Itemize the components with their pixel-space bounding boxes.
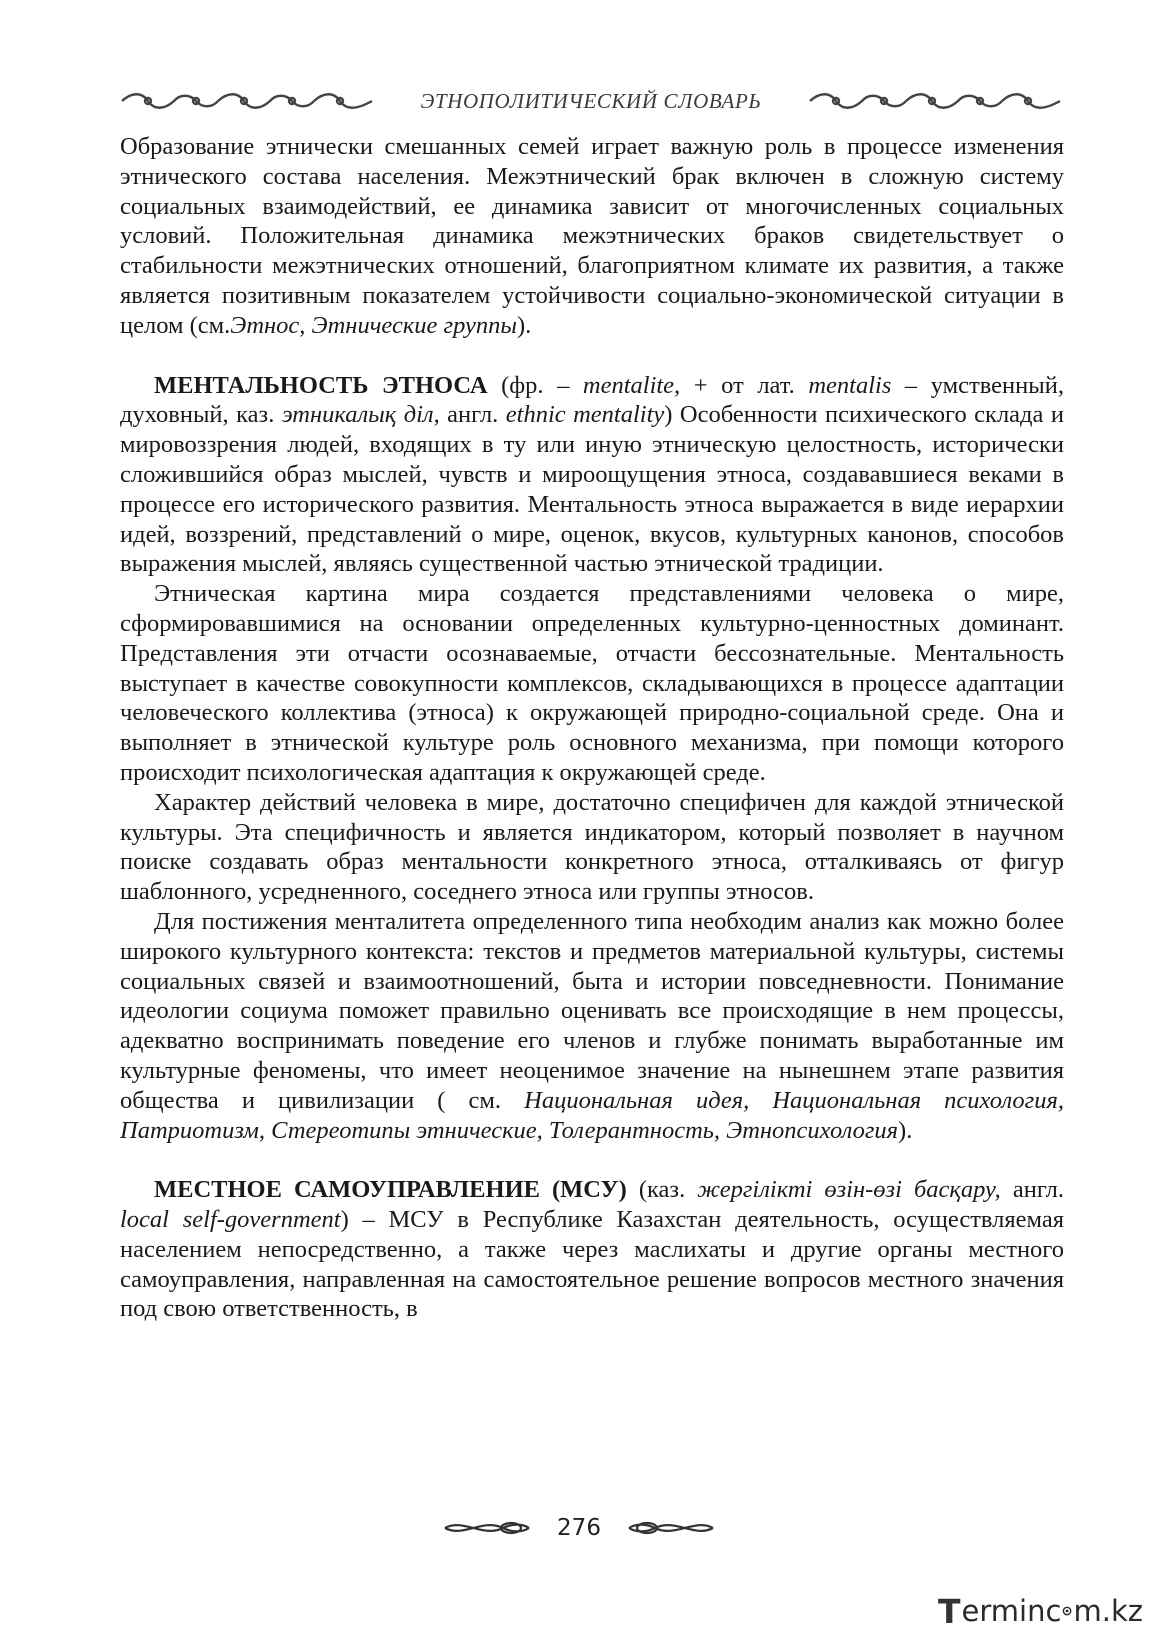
paragraph-world-picture: Этническая картина мира создается представлениями человека о мире, сформировавшимися на основании определенных культурно-ценностных доминант. Представления эти отчасти осознаваемые, отчасти бессознательные. Ментальность выступает в качестве совокупности комплексов, складывающихся в процессе адаптации человеческого коллектива (этноса) к окружающей природно-социальной среде. Она и выполняет в этнической культуре роль основного механизма, при помощи которого происходит психологическая адаптация к окружающей среде. <box>120 580 1064 786</box>
ornament-left-icon <box>118 90 376 112</box>
page-footer <box>0 1508 1158 1548</box>
flourish-left-icon <box>443 1516 531 1540</box>
page-body <box>120 132 1064 1324</box>
paragraph-character: Характер действий человека в мире, достаточно специфичен для каждой этнической культуры. Эта специфичность и является индикатором, который позволяет в научном поиске создавать образ ментальности конкретного этноса, отталкиваясь от фигур шаблонного, усредненного, соседнего этноса или группы этносов. <box>120 788 1064 906</box>
entry-term: МЕСТНОЕ САМОУПРАВЛЕНИЕ (МСУ) <box>154 1176 627 1204</box>
paragraph-intermarriage: Образование этнически смешанных семей играет важную роль в процессе изменения этнического состава населения. Межэтнический брак включен в сложную систему социальных взаимодействий, ее динамика зависит от многочисленных социальных условий. Положительная динамика межэтнических браков свидетельствует о стабильности межэтнических отношений, благоприятном климате их развития, а также является позитивным показателем устойчивости социально-экономической ситуации в целом (см.Этнос, Этнические группы). <box>120 133 1064 339</box>
running-header <box>118 86 1064 116</box>
ornament-right-icon <box>806 90 1064 112</box>
watermark-logo <box>938 1592 1143 1630</box>
entry-mentality-definition: МЕНТАЛЬНОСТЬ ЭТНОСА (фр. – mentalite, + от лат. mentalis – умственный, духовный, каз. этникалық діл, англ. ethnic mentality) Особенности психического склада и мировоззрения людей, входящих в ту или иную этническую целостность, исторически сложившийся образ мыслей, чувств и мироощущения этноса, создававшиеся веками в процессе его исторического развития. Ментальность этноса выражается в виде иерархии идей, воззрений, представлений о мире, оценок, вкусов, культурных канонов, способов выражения мыслей, являясь существенной частью этнической традиции. <box>120 371 1064 578</box>
ring-icon <box>1062 1600 1072 1622</box>
watermark-t: T <box>938 1591 961 1631</box>
entry-term: МЕНТАЛЬНОСТЬ ЭТНОСА <box>154 371 488 399</box>
paragraph-analysis: Для постижения менталитета определенного типа необходим анализ как можно более широкого культурного контекста: текстов и предметов материальной культуры, системы социальных связей и взаимоотношений, быта и истории повседневности. Понимание идеологии социума поможет правильно оценивать все происходящие в нем процессы, адекватно воспринимать поведение его членов и глубже понимать выработанные им культурные феномены, что имеет неоценимое значение на нынешнем этапе развития общества и цивилизации ( см. Национальная идея, Национальная психология, Патриотизм, Стереотипы этнические, Толерантность, Этнопсихология). <box>120 907 1065 1144</box>
entry-local-government: МЕСТНОЕ САМОУПРАВЛЕНИЕ (МСУ) (каз. жергілікті өзін-өзі басқару, англ. local self-government) – МСУ в Республике Казахстан деятельность, осуществляемая населением непосредственно, а также через маслихаты и другие органы местного самоуправления, направленная на самостоятельное решение вопросов местного значения под свою ответственность, в <box>120 1176 1064 1323</box>
watermark-end: m.kz <box>1073 1594 1143 1628</box>
flourish-right-icon <box>627 1516 715 1540</box>
page-number: 276 <box>557 1515 601 1541</box>
header-title: ЭТНОПОЛИТИЧЕСКИЙ СЛОВАРЬ <box>420 88 762 113</box>
watermark-mid: erminc <box>961 1594 1062 1628</box>
